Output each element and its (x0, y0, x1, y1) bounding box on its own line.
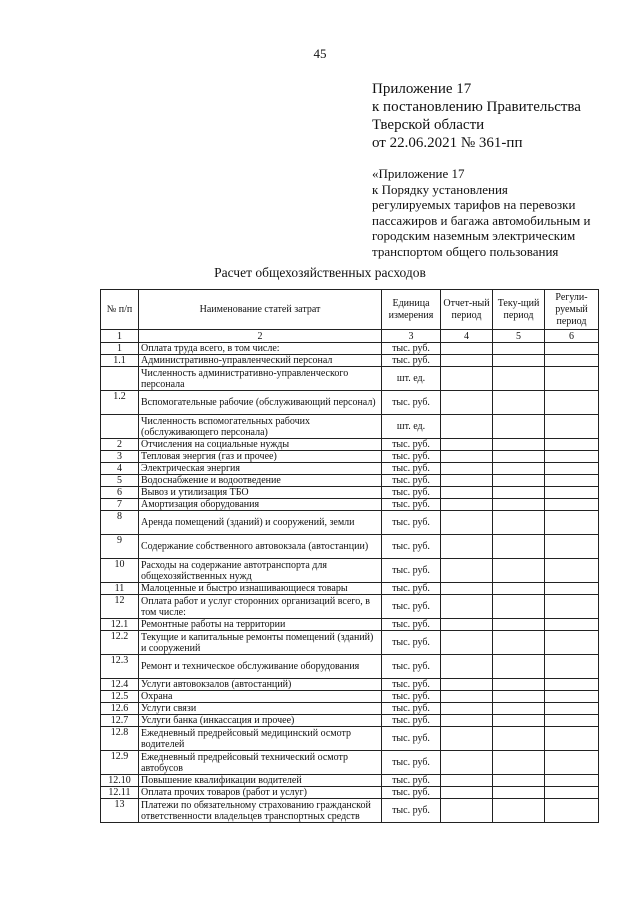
row-value-current (493, 355, 545, 367)
row-number: 12.2 (101, 631, 139, 655)
row-unit: тыс. руб. (382, 679, 441, 691)
table-row (101, 415, 599, 439)
row-value-current (493, 691, 545, 703)
table-row (101, 499, 599, 511)
table-title: Расчет общехозяйственных расходов (214, 265, 426, 280)
row-value-reported (441, 715, 493, 727)
row-name: Амортизация оборудования (139, 499, 382, 511)
table-row (101, 487, 599, 499)
row-unit: тыс. руб. (382, 595, 441, 619)
row-unit: тыс. руб. (382, 715, 441, 727)
table-row (101, 727, 599, 751)
row-value-current (493, 475, 545, 487)
row-value-regulated (545, 787, 599, 799)
row-value-current (493, 391, 545, 415)
table-row (101, 559, 599, 583)
row-name: Ремонтные работы на территории (139, 619, 382, 631)
row-value-reported (441, 787, 493, 799)
row-value-regulated (545, 691, 599, 703)
row-number: 11 (101, 583, 139, 595)
row-value-reported (441, 535, 493, 559)
table-row (101, 355, 599, 367)
procedure-header-line: городским наземным электрическим (372, 228, 576, 243)
row-value-current (493, 799, 545, 823)
row-value-regulated (545, 511, 599, 535)
row-value-regulated (545, 583, 599, 595)
row-value-reported (441, 751, 493, 775)
col-header-reported: Отчет-ный период (441, 290, 493, 330)
row-value-current (493, 511, 545, 535)
column-index: 6 (545, 330, 599, 343)
table-row (101, 691, 599, 703)
row-number: 1 (101, 343, 139, 355)
row-unit: тыс. руб. (382, 463, 441, 475)
row-name: Ежедневный предрейсовый медицинский осмотр водителей (139, 727, 382, 751)
row-unit: тыс. руб. (382, 631, 441, 655)
row-value-regulated (545, 775, 599, 787)
row-name: Отчисления на социальные нужды (139, 439, 382, 451)
row-number: 1.1 (101, 355, 139, 367)
table-row (101, 775, 599, 787)
row-name: Оплата работ и услуг сторонних организаций всего, в том числе: (139, 595, 382, 619)
row-value-reported (441, 499, 493, 511)
row-unit: тыс. руб. (382, 439, 441, 451)
row-value-regulated (545, 715, 599, 727)
row-value-current (493, 535, 545, 559)
row-value-regulated (545, 751, 599, 775)
procedure-header-line: пассажиров и багажа автомобильным и (372, 212, 591, 228)
table-row (101, 679, 599, 691)
row-number: 12.3 (101, 655, 139, 679)
row-unit: тыс. руб. (382, 391, 441, 415)
row-name: Услуги связи (139, 703, 382, 715)
row-name: Услуги автовокзалов (автостанций) (139, 679, 382, 691)
row-value-current (493, 787, 545, 799)
row-number: 9 (101, 535, 139, 559)
appendix-header (372, 80, 581, 152)
row-number: 6 (101, 487, 139, 499)
row-number: 12 (101, 595, 139, 619)
row-value-regulated (545, 655, 599, 679)
row-value-reported (441, 439, 493, 451)
row-number: 13 (101, 799, 139, 823)
row-number: 12.5 (101, 691, 139, 703)
procedure-header-line: транспортом общего пользования (372, 243, 559, 259)
row-name: Аренда помещений (зданий) и сооружений, земли (139, 511, 382, 535)
table-row (101, 391, 599, 415)
row-value-current (493, 415, 545, 439)
row-value-current (493, 343, 545, 355)
table-row (101, 511, 599, 535)
procedure-header-line: регулируемых тарифов на перевозки (372, 197, 576, 212)
appendix-header-line: Тверской области (372, 117, 485, 133)
row-number: 12.9 (101, 751, 139, 775)
row-number: 12.11 (101, 787, 139, 799)
row-name: Ежедневный предрейсовый технический осмотр автобусов (139, 751, 382, 775)
row-value-reported (441, 679, 493, 691)
row-name: Услуги банка (инкассация и прочее) (139, 715, 382, 727)
row-value-current (493, 679, 545, 691)
row-value-regulated (545, 475, 599, 487)
row-value-regulated (545, 703, 599, 715)
row-value-reported (441, 619, 493, 631)
row-name: Вывоз и утилизация ТБО (139, 487, 382, 499)
row-value-regulated (545, 415, 599, 439)
row-value-reported (441, 703, 493, 715)
col-header-current: Теку-щий период (493, 290, 545, 330)
row-name: Численность вспомогательных рабочих (обслуживающего персонала) (139, 415, 382, 439)
row-unit: тыс. руб. (382, 775, 441, 787)
row-name: Содержание собственного автовокзала (автостанции) (139, 535, 382, 559)
row-value-reported (441, 487, 493, 499)
row-name: Текущие и капитальные ремонты помещений (зданий) и сооружений (139, 631, 382, 655)
row-name: Расходы на содержание автотранспорта для общехозяйственных нужд (139, 559, 382, 583)
row-number: 1.2 (101, 391, 139, 415)
row-value-reported (441, 775, 493, 787)
row-value-regulated (545, 679, 599, 691)
row-name: Электрическая энергия (139, 463, 382, 475)
row-value-current (493, 715, 545, 727)
row-value-reported (441, 451, 493, 463)
row-unit: тыс. руб. (382, 655, 441, 679)
row-unit: тыс. руб. (382, 727, 441, 751)
row-unit: тыс. руб. (382, 535, 441, 559)
row-value-reported (441, 691, 493, 703)
row-value-current (493, 751, 545, 775)
row-value-current (493, 487, 545, 499)
row-number (101, 367, 139, 391)
row-value-reported (441, 415, 493, 439)
table-row (101, 655, 599, 679)
row-name: Численность административно-управленческого персонала (139, 367, 382, 391)
row-value-reported (441, 727, 493, 751)
row-value-regulated (545, 499, 599, 511)
row-name: Вспомогательные рабочие (обслуживающий персонал) (139, 391, 382, 415)
row-value-regulated (545, 355, 599, 367)
row-number: 12.8 (101, 727, 139, 751)
row-value-regulated (545, 367, 599, 391)
row-name: Тепловая энергия (газ и прочее) (139, 451, 382, 463)
column-index: 2 (139, 330, 382, 343)
row-number: 12.10 (101, 775, 139, 787)
row-number: 4 (101, 463, 139, 475)
row-unit: шт. ед. (382, 415, 441, 439)
row-value-current (493, 703, 545, 715)
row-value-regulated (545, 463, 599, 475)
col-header-regulated: Регули-руемый период (545, 290, 599, 330)
row-unit: тыс. руб. (382, 451, 441, 463)
row-value-reported (441, 463, 493, 475)
table-header-row (101, 290, 599, 330)
row-value-regulated (545, 439, 599, 451)
table-row (101, 439, 599, 451)
table-row (101, 475, 599, 487)
row-unit: тыс. руб. (382, 499, 441, 511)
table-row (101, 715, 599, 727)
row-number: 3 (101, 451, 139, 463)
row-value-regulated (545, 451, 599, 463)
column-index: 5 (493, 330, 545, 343)
row-name: Административно-управленческий персонал (139, 355, 382, 367)
column-index: 3 (382, 330, 441, 343)
row-value-regulated (545, 727, 599, 751)
procedure-header (372, 166, 590, 259)
row-value-current (493, 631, 545, 655)
row-unit: тыс. руб. (382, 511, 441, 535)
table-row (101, 619, 599, 631)
table-row (101, 583, 599, 595)
table-row (101, 703, 599, 715)
row-value-regulated (545, 559, 599, 583)
row-unit: тыс. руб. (382, 619, 441, 631)
row-number: 12.1 (101, 619, 139, 631)
procedure-header-line: «Приложение 17 (372, 166, 465, 181)
row-value-current (493, 775, 545, 787)
row-value-current (493, 367, 545, 391)
row-unit: шт. ед. (382, 367, 441, 391)
table-row (101, 463, 599, 475)
row-unit: тыс. руб. (382, 787, 441, 799)
row-value-current (493, 655, 545, 679)
row-number: 2 (101, 439, 139, 451)
appendix-header-line: Приложение 17 (372, 81, 472, 97)
row-value-regulated (545, 391, 599, 415)
appendix-header-line: от 22.06.2021 № 361-пп (372, 135, 523, 151)
procedure-header-line: к Порядку установления (372, 181, 508, 197)
table-row (101, 787, 599, 799)
table-row (101, 535, 599, 559)
col-header-num: № п/п (101, 290, 139, 330)
row-unit: тыс. руб. (382, 703, 441, 715)
row-value-current (493, 451, 545, 463)
row-name: Повышение квалификации водителей (139, 775, 382, 787)
row-value-current (493, 595, 545, 619)
row-number: 5 (101, 475, 139, 487)
appendix-header-line: к постановлению Правительства (372, 99, 581, 115)
row-value-current (493, 583, 545, 595)
row-name: Малоценные и быстро изнашивающиеся товары (139, 583, 382, 595)
row-unit: тыс. руб. (382, 751, 441, 775)
row-value-current (493, 499, 545, 511)
row-number: 10 (101, 559, 139, 583)
row-value-regulated (545, 343, 599, 355)
row-value-regulated (545, 595, 599, 619)
row-value-reported (441, 367, 493, 391)
row-value-regulated (545, 631, 599, 655)
row-number: 7 (101, 499, 139, 511)
page-number: 45 (313, 46, 327, 61)
table-row (101, 595, 599, 619)
row-unit: тыс. руб. (382, 487, 441, 499)
table-row (101, 451, 599, 463)
table-row (101, 367, 599, 391)
row-value-current (493, 559, 545, 583)
expenses-table (100, 289, 599, 823)
row-value-current (493, 727, 545, 751)
row-value-regulated (545, 487, 599, 499)
row-value-current (493, 463, 545, 475)
row-value-reported (441, 355, 493, 367)
column-index-row (101, 330, 599, 343)
row-unit: тыс. руб. (382, 343, 441, 355)
row-number: 12.6 (101, 703, 139, 715)
row-value-reported (441, 583, 493, 595)
row-unit: тыс. руб. (382, 691, 441, 703)
row-name: Водоснабжение и водоотведение (139, 475, 382, 487)
col-header-name: Наименование статей затрат (139, 290, 382, 330)
row-name: Оплата прочих товаров (работ и услуг) (139, 787, 382, 799)
row-number: 12.7 (101, 715, 139, 727)
row-value-reported (441, 391, 493, 415)
row-number: 12.4 (101, 679, 139, 691)
table-row (101, 799, 599, 823)
col-header-unit: Единица измерения (382, 290, 441, 330)
row-value-regulated (545, 535, 599, 559)
row-name: Ремонт и техническое обслуживание оборудования (139, 655, 382, 679)
row-value-reported (441, 595, 493, 619)
row-value-regulated (545, 799, 599, 823)
row-value-reported (441, 559, 493, 583)
column-index: 4 (441, 330, 493, 343)
row-value-current (493, 619, 545, 631)
row-value-reported (441, 475, 493, 487)
row-number: 8 (101, 511, 139, 535)
row-unit: тыс. руб. (382, 799, 441, 823)
table-row (101, 343, 599, 355)
row-number (101, 415, 139, 439)
row-name: Платежи по обязательному страхованию гражданской ответственности владельцев транспортных средств (139, 799, 382, 823)
row-value-reported (441, 343, 493, 355)
row-unit: тыс. руб. (382, 559, 441, 583)
row-unit: тыс. руб. (382, 475, 441, 487)
row-name: Оплата труда всего, в том числе: (139, 343, 382, 355)
table-row (101, 751, 599, 775)
row-value-regulated (545, 619, 599, 631)
row-value-reported (441, 631, 493, 655)
table-row (101, 631, 599, 655)
row-unit: тыс. руб. (382, 583, 441, 595)
row-value-current (493, 439, 545, 451)
row-value-reported (441, 655, 493, 679)
row-value-reported (441, 799, 493, 823)
row-unit: тыс. руб. (382, 355, 441, 367)
column-index: 1 (101, 330, 139, 343)
row-name: Охрана (139, 691, 382, 703)
row-value-reported (441, 511, 493, 535)
